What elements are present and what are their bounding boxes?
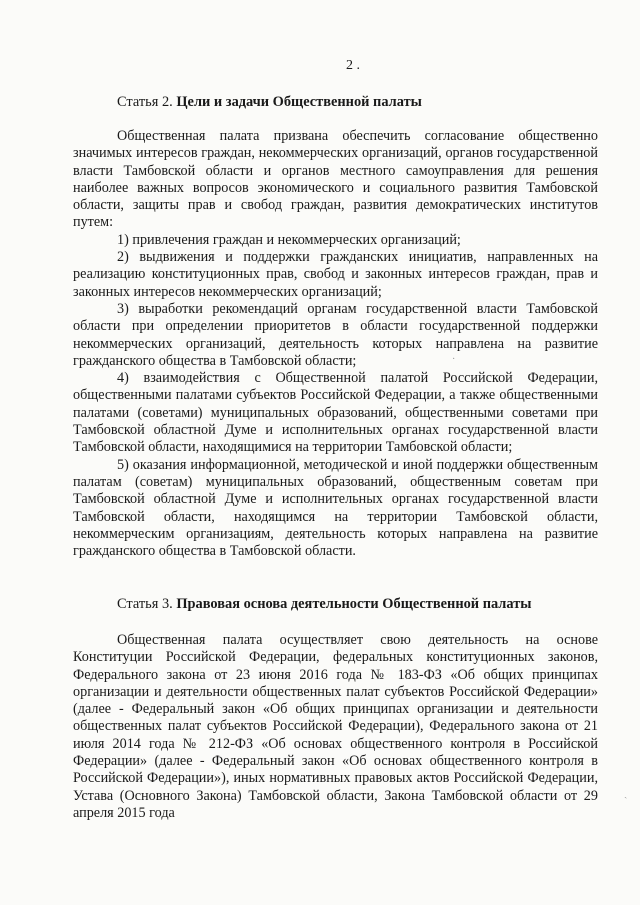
article-2-number: Статья 2. [117,94,173,110]
article-2-intro: Общественная палата призвана обеспечить согласование общественно значимых интересов граждан, некоммерческих организаций, органов государственной власти Тамбовской области и органов местного самоуправления для решения наиболее важных вопросов экономического и социального развития Тамбовской области, защиты прав и свобод граждан, развития демократических институтов путем: [73,128,598,231]
page-number: 2 . [346,58,360,73]
article-2-body [73,128,598,560]
scan-speck: · [452,354,456,365]
article-2-item-2: 2) выдвижения и поддержки гражданских инициатив, направленных на реализацию конституционных прав, свобод и законных интересов граждан, прав и законных интересов некоммерческих организаций; [73,249,598,300]
article-3-heading [117,596,532,613]
article-3-title: Правовая основа деятельности Общественной палаты [176,596,532,612]
article-2-item-4: 4) взаимодействия с Общественной палатой Российской Федерации, общественными палатами субъектов Российской Федерации, а также общественными палатами (советами) муниципальных образований, общественными советами при Тамбовской областной Думе и исполнительных органах государственной власти Тамбовской области, находящимися на территории Тамбовской области; [73,370,598,456]
article-2-item-1: 1) привлечения граждан и некоммерческих организаций; [117,231,461,248]
article-3-text: Общественная палата осуществляет свою деятельность на основе Конституции Российской Федерации, федеральных конституционных законов, Федерального закона от 23 июня 2016 года № 183-ФЗ «Об общих принципах организации и деятельности общественных палат субъектов Российской Федерации» (далее - Федеральный закон «Об общих принципах организации и деятельности общественных палат субъектов Российской Федерации), Федерального закона от 21 июля 2014 года № 212-ФЗ «Об основах общественного контроля в Российской Федерации» (далее - Федеральный закон «Об основах общественного контроля в Российской Федерации»), иных нормативных правовых актов Российской Федерации, Устава (Основного Закона) Тамбовской области, Закона Тамбовской области от 29 апреля 2015 года [73,632,598,821]
article-2-heading [117,94,422,111]
scan-mark: ˎ [624,788,628,799]
article-2-item-5: 5) оказания информационной, методической и иной поддержки общественным палатам (советам) муниципальных образований, общественным советам при Тамбовской областной Думе и исполнительных органах государственной власти Тамбовской области, находящимся на территории Тамбовской области, некоммерческим организациям, деятельность которых направлена на развитие гражданского общества в Тамбовской области. [73,456,598,560]
article-2-title: Цели и задачи Общественной палаты [176,94,422,110]
article-3-number: Статья 3. [117,596,173,612]
article-2-item-3: 3) выработки рекомендаций органам государственной власти Тамбовской области при определении приоритетов в области государственной поддержки некоммерческих организаций, деятельность которых направлена на развитие гражданского общества в Тамбовской области; [73,300,598,369]
article-3-body [73,632,598,822]
